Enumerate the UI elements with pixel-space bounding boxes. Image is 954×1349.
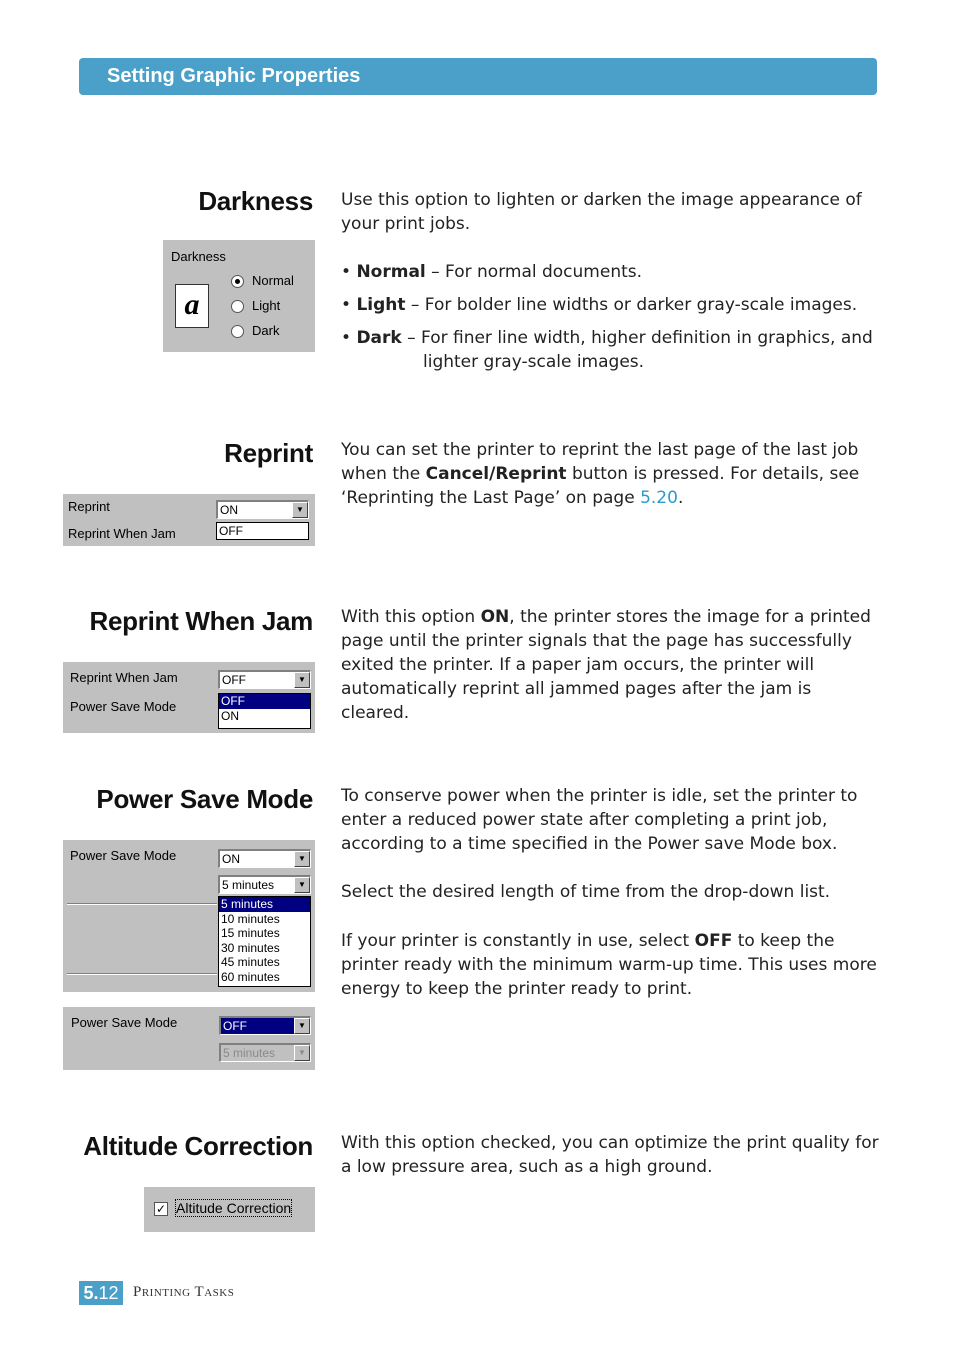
option-15-minutes[interactable]: 15 minutes xyxy=(221,926,280,941)
section-header: Setting Graphic Properties xyxy=(79,58,877,95)
power-save-select[interactable]: ON ▼ xyxy=(218,849,311,868)
option-10-minutes[interactable]: 10 minutes xyxy=(221,911,280,926)
radio-normal-icon xyxy=(231,275,244,288)
power-save-time-dropdown xyxy=(218,896,311,987)
power-save-title: Power Save Mode xyxy=(96,784,313,814)
chevron-down-icon: ▼ xyxy=(294,877,310,893)
check-icon: ✓ xyxy=(155,1202,167,1217)
radio-light[interactable] xyxy=(231,298,280,313)
chevron-down-icon: ▼ xyxy=(294,851,310,867)
radio-normal-label: Normal xyxy=(252,273,294,288)
power-save-select[interactable]: OFF ▼ xyxy=(219,1016,311,1035)
page-link[interactable]: 5.20 xyxy=(640,488,678,508)
chapter-label: Printing Tasks xyxy=(133,1284,235,1300)
chevron-down-icon: ▼ xyxy=(292,502,308,518)
reprint-when-jam-select[interactable]: OFF ▼ xyxy=(218,670,311,689)
divider xyxy=(67,903,217,905)
altitude-checkbox-label: Altitude Correction xyxy=(176,1200,292,1216)
option-5-minutes[interactable]: 5 minutes xyxy=(219,897,310,912)
reprint-body: You can set the printer to reprint the last page of the last job when the Cancel/Reprint button is pressed. For details, see ‘Reprinting the Last Page’ on page 5.20. xyxy=(341,440,860,508)
radio-light-icon xyxy=(231,300,244,313)
option-30-minutes[interactable]: 30 minutes xyxy=(221,940,280,955)
reprint-jam-body: With this option ON, the printer stores the image for a printed page until the printer signals that the page has successfully exited the printer. If a paper jam occurs, the printer will automatically reprint all jammed pages after the jam is cleared. xyxy=(341,607,871,723)
chevron-down-icon: ▼ xyxy=(294,1018,310,1034)
reprint-dialog xyxy=(63,494,315,546)
radio-dark[interactable] xyxy=(231,323,279,338)
document-icon: a xyxy=(175,284,209,328)
reprint-jam-dropdown xyxy=(218,693,311,729)
reprint-title: Reprint xyxy=(224,438,313,468)
darkness-title: Darkness xyxy=(198,186,313,216)
power-save-para3: If your printer is constantly in use, select OFF to keep the printer ready with the minimum warm-up time. This uses more energy to keep the printer ready to print. xyxy=(341,931,877,999)
radio-normal[interactable] xyxy=(231,273,294,288)
power-save-label: Power Save Mode xyxy=(70,848,177,863)
altitude-title: Altitude Correction xyxy=(83,1131,313,1161)
reprint-jam-dialog xyxy=(63,662,315,733)
chevron-down-icon: ▼ xyxy=(294,672,310,688)
bullet-normal: • Normal – For normal documents. xyxy=(341,262,643,282)
altitude-dialog xyxy=(144,1187,315,1232)
power-save-time-select[interactable]: 5 minutes ▼ xyxy=(219,1043,311,1062)
radio-dark-label: Dark xyxy=(252,323,280,338)
darkness-dialog xyxy=(163,240,315,352)
darkness-body xyxy=(341,188,881,374)
reprint-jam-title: Reprint When Jam xyxy=(89,606,313,636)
power-save-time-select[interactable]: 5 minutes ▼ xyxy=(218,875,311,894)
page-number: 5.12 xyxy=(79,1281,123,1305)
reprint-select[interactable]: ON ▼ xyxy=(216,500,309,519)
radio-dark-icon xyxy=(231,325,244,338)
radio-light-label: Light xyxy=(252,298,281,313)
power-save-body xyxy=(341,784,881,1001)
divider xyxy=(67,973,217,975)
reprint-when-jam-select[interactable]: OFF xyxy=(216,522,309,540)
reprint-label: Reprint xyxy=(68,499,110,514)
power-save-para2: Select the desired length of time from the drop-down list. xyxy=(341,882,831,902)
power-save-dialog-2 xyxy=(63,1007,315,1070)
power-save-dialog-1 xyxy=(63,840,315,992)
altitude-checkbox[interactable] xyxy=(154,1200,291,1216)
darkness-intro: Use this option to lighten or darken the image appearance of your print jobs. xyxy=(341,190,862,234)
chevron-down-icon: ▼ xyxy=(294,1045,310,1061)
bullet-light: • Light – For bolder line widths or darker gray-scale images. xyxy=(341,295,858,315)
option-45-minutes[interactable]: 45 minutes xyxy=(221,955,280,970)
option-on[interactable]: ON xyxy=(221,708,239,723)
option-off[interactable]: OFF xyxy=(219,694,310,709)
altitude-body: With this option checked, you can optimize the print quality for a low pressure area, such as a high ground. xyxy=(341,1133,879,1177)
option-60-minutes[interactable]: 60 minutes xyxy=(221,969,280,984)
reprint-when-jam-label: Reprint When Jam xyxy=(70,670,178,685)
darkness-group-label: Darkness xyxy=(171,249,226,264)
power-save-para1: To conserve power when the printer is idle, set the printer to enter a reduced power state after completing a print job, according to a time specified in the Power save Mode box. xyxy=(341,786,858,854)
bullet-dark: • Dark – For finer line width, higher definition in graphics, and lighter gray-scale images. xyxy=(341,328,873,372)
reprint-when-jam-label: Reprint When Jam xyxy=(68,526,176,541)
power-save-label: Power Save Mode xyxy=(71,1015,178,1030)
power-save-label: Power Save Mode xyxy=(70,699,177,714)
